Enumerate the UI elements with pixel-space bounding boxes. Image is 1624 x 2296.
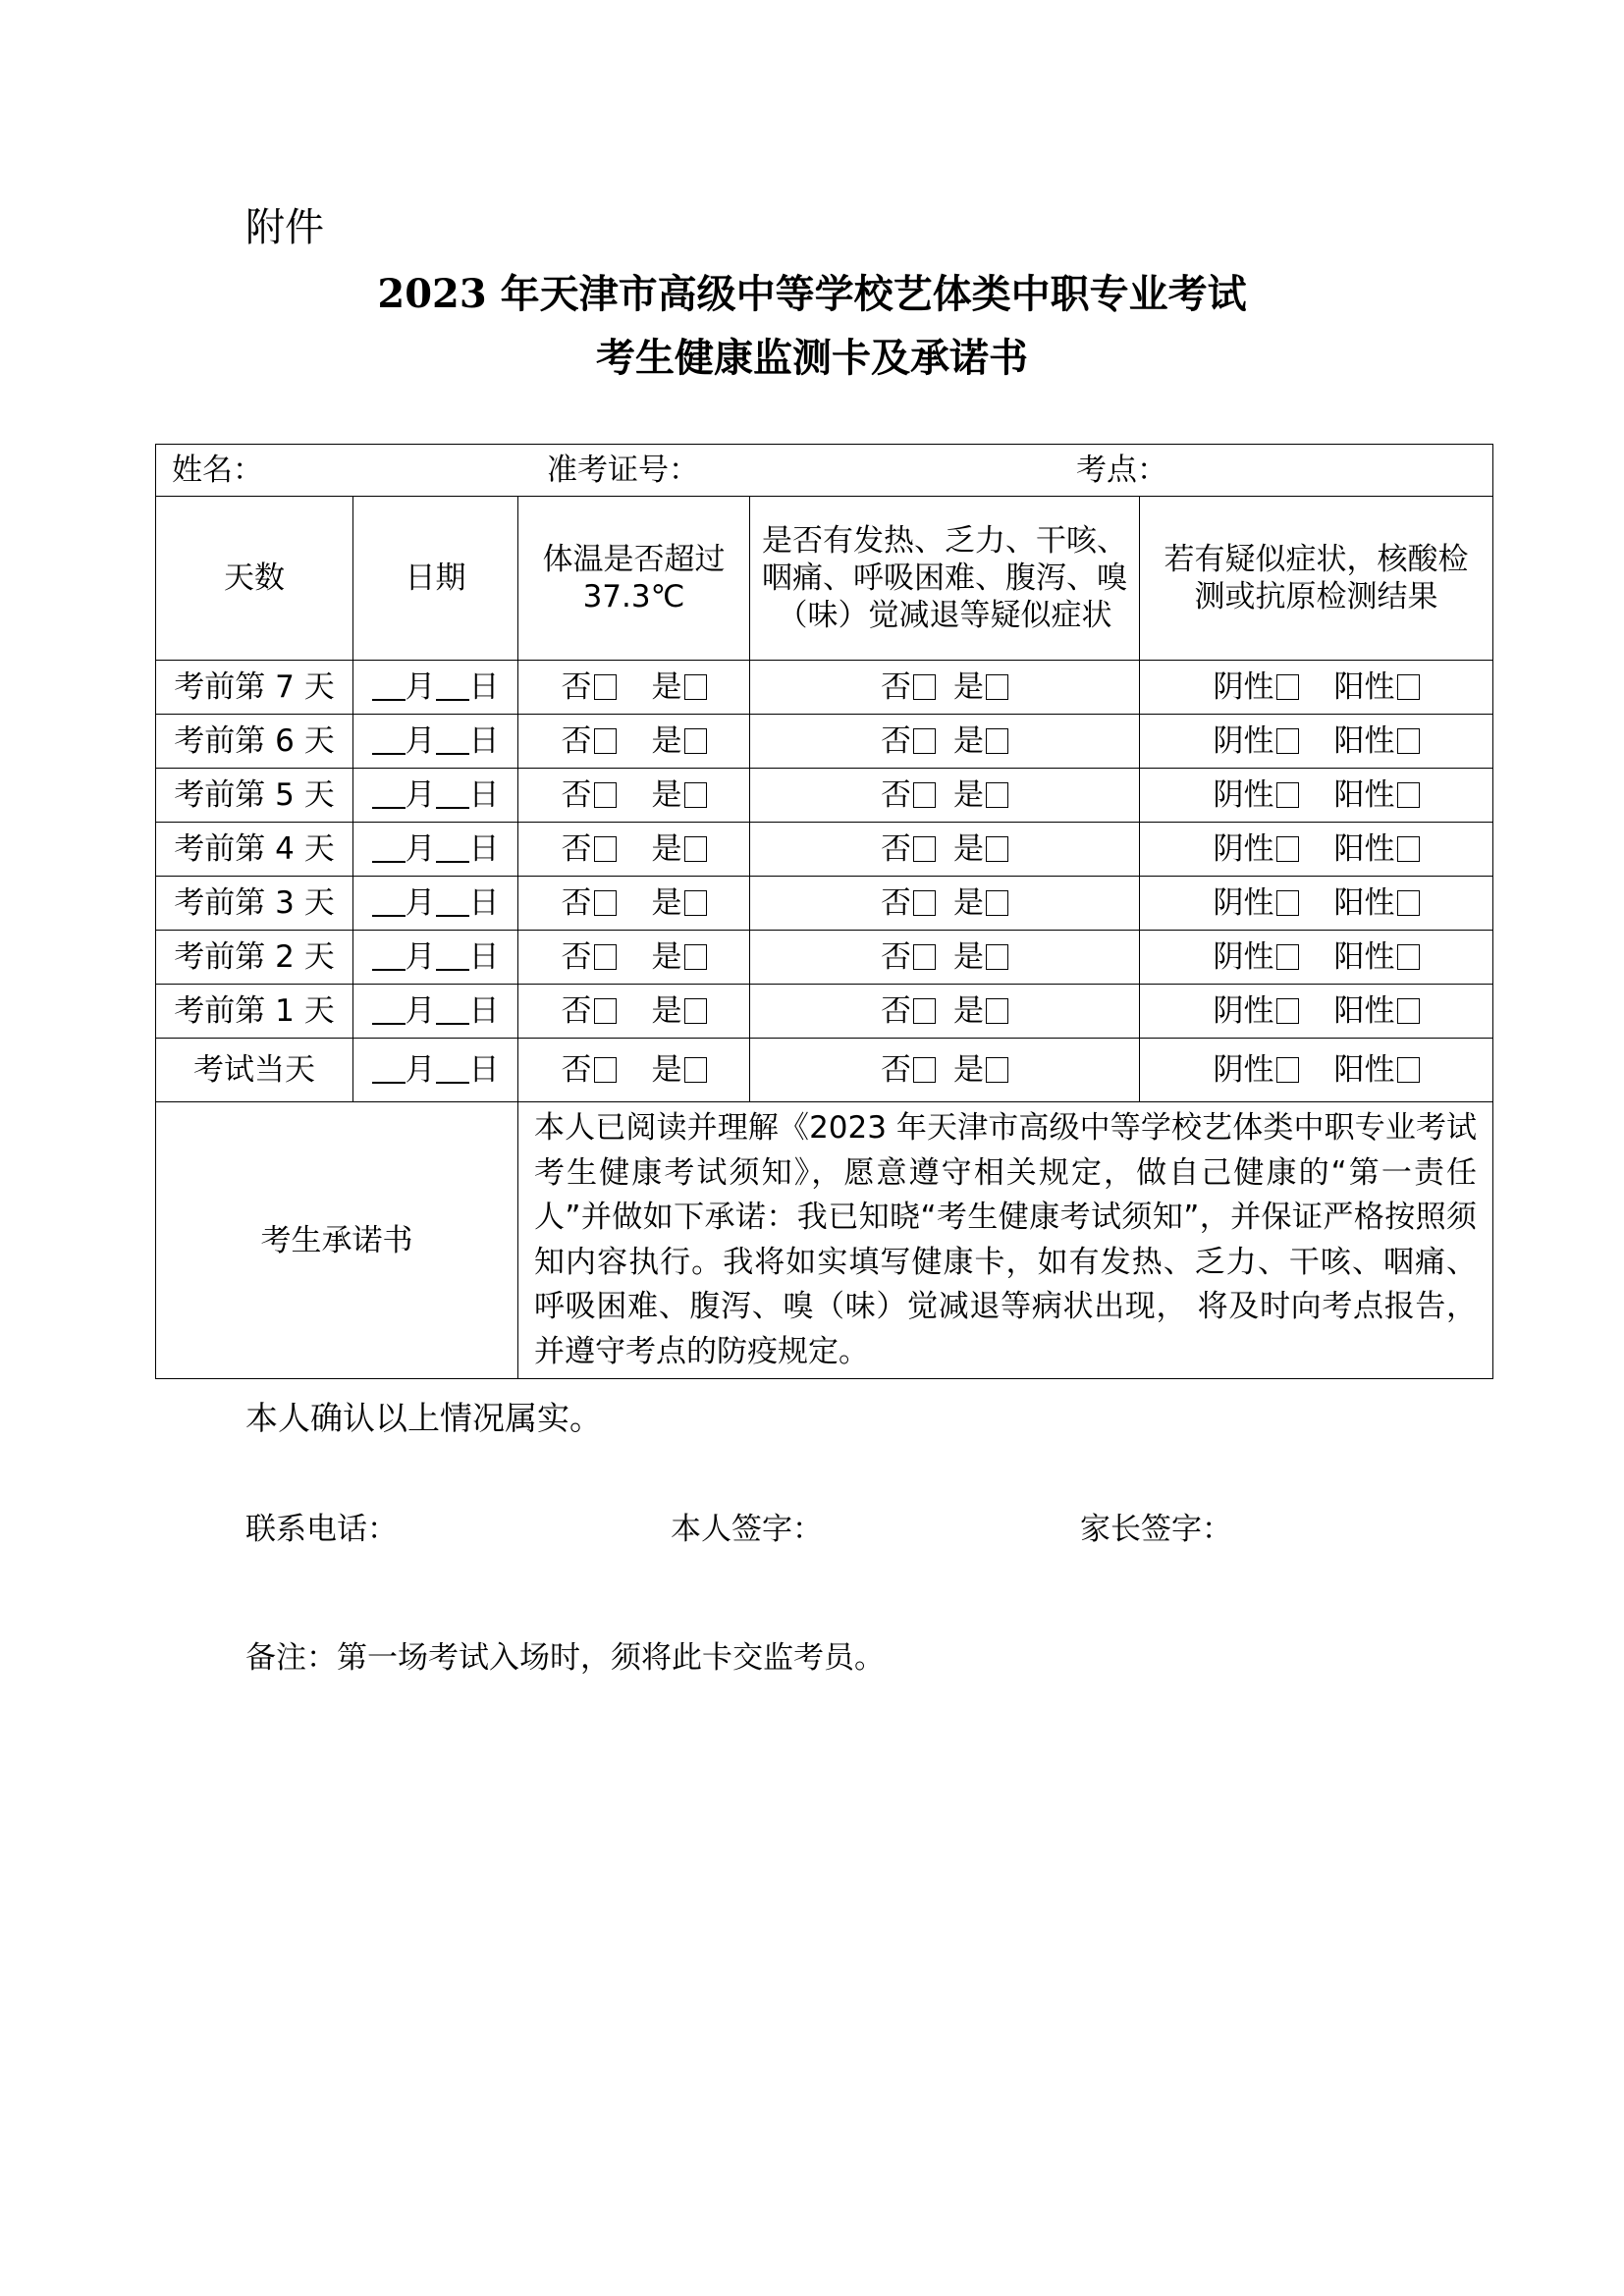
no-checkbox[interactable]: [913, 782, 936, 808]
month-blank[interactable]: [372, 941, 406, 971]
day-blank[interactable]: [436, 725, 469, 755]
test-result-cell: [1140, 715, 1493, 769]
day-label: 考前第 4 天: [156, 823, 353, 877]
yes-checkbox[interactable]: [986, 998, 1008, 1024]
yes-checkbox[interactable]: [684, 728, 707, 754]
no-label: 否: [561, 885, 592, 921]
yes-label: 是: [953, 669, 984, 705]
no-label: 否: [561, 723, 592, 759]
day-blank[interactable]: [436, 833, 469, 863]
confirm-statement: 本人确认以上情况属实。: [245, 1399, 602, 1437]
date-cell: [353, 661, 518, 715]
yes-checkbox[interactable]: [986, 836, 1008, 862]
col-header-test-result: 若有疑似症状，核酸检测或抗原检测结果: [1140, 497, 1493, 661]
col-header-date: 日期: [353, 497, 518, 661]
month-blank[interactable]: [372, 833, 406, 863]
yes-checkbox[interactable]: [684, 782, 707, 808]
day-blank[interactable]: [436, 941, 469, 971]
no-checkbox[interactable]: [913, 890, 936, 916]
yes-checkbox[interactable]: [684, 944, 707, 970]
positive-checkbox[interactable]: [1397, 1057, 1420, 1083]
no-label: 否: [881, 939, 911, 975]
symptoms-cell: [750, 877, 1140, 931]
day-blank[interactable]: [436, 779, 469, 809]
temperature-cell: [518, 823, 750, 877]
yes-label: 是: [953, 777, 984, 813]
month-label: 月: [405, 939, 436, 975]
day-unit-label: 日: [468, 1052, 500, 1088]
document-subtitle: 考生健康监测卡及承诺书: [596, 335, 1028, 381]
col-header-symptoms: 是否有发热、乏力、干咳、咽痛、呼吸困难、腹泻、嗅（味）觉减退等疑似症状: [750, 497, 1140, 661]
symptoms-cell: [750, 823, 1140, 877]
pledge-cell: [518, 1102, 1493, 1379]
col-header-temperature: 体温是否超过37.3℃: [518, 497, 750, 661]
temperature-cell: [518, 1039, 750, 1102]
day-label: 考前第 7 天: [156, 661, 353, 715]
no-label: 否: [881, 885, 911, 921]
positive-checkbox[interactable]: [1397, 836, 1420, 862]
attachment-label: 附件: [245, 205, 324, 250]
positive-label: 阳性: [1333, 939, 1395, 975]
yes-checkbox[interactable]: [986, 674, 1008, 700]
no-label: 否: [881, 777, 911, 813]
yes-checkbox[interactable]: [986, 1057, 1008, 1083]
parent-signature-label: 家长签字：: [1080, 1512, 1232, 1547]
no-label: 否: [561, 777, 592, 813]
temperature-cell: [518, 985, 750, 1039]
day-unit-label: 日: [468, 993, 500, 1029]
self-signature-label: 本人签字：: [671, 1512, 823, 1547]
negative-checkbox[interactable]: [1276, 944, 1299, 970]
yes-label: 是: [651, 993, 682, 1029]
yes-checkbox[interactable]: [986, 782, 1008, 808]
header-row: [156, 497, 1493, 661]
negative-label: 阴性: [1213, 669, 1274, 705]
month-label: 月: [405, 885, 436, 921]
yes-label: 是: [651, 723, 682, 759]
day-label: 考前第 2 天: [156, 931, 353, 985]
no-checkbox[interactable]: [913, 998, 936, 1024]
table-row: [156, 877, 1493, 931]
positive-label: 阳性: [1333, 1052, 1395, 1088]
yes-label: 是: [651, 669, 682, 705]
temperature-cell: [518, 769, 750, 823]
yes-checkbox[interactable]: [986, 890, 1008, 916]
month-blank[interactable]: [372, 671, 406, 701]
negative-checkbox[interactable]: [1276, 836, 1299, 862]
name-label: 姓名：: [172, 453, 263, 488]
yes-checkbox[interactable]: [986, 728, 1008, 754]
date-cell: [353, 715, 518, 769]
no-label: 否: [881, 723, 911, 759]
yes-label: 是: [953, 885, 984, 921]
table-row: [156, 985, 1493, 1039]
no-label: 否: [561, 669, 592, 705]
symptoms-cell: [750, 661, 1140, 715]
no-label: 否: [881, 831, 911, 867]
day-unit-label: 日: [468, 777, 500, 813]
month-blank[interactable]: [372, 1054, 406, 1084]
col-header-days: 天数: [156, 497, 353, 661]
yes-checkbox[interactable]: [684, 890, 707, 916]
symptoms-cell: [750, 931, 1140, 985]
month-blank[interactable]: [372, 995, 406, 1025]
temperature-cell: [518, 877, 750, 931]
table-row: [156, 1039, 1493, 1102]
no-checkbox[interactable]: [913, 674, 936, 700]
no-label: 否: [561, 993, 592, 1029]
day-label: 考前第 5 天: [156, 769, 353, 823]
month-label: 月: [405, 993, 436, 1029]
day-blank[interactable]: [436, 1054, 469, 1084]
ticket-number-label: 准考证号：: [547, 453, 699, 488]
yes-label: 是: [953, 723, 984, 759]
month-blank[interactable]: [372, 887, 406, 917]
day-unit-label: 日: [468, 885, 500, 921]
negative-label: 阴性: [1213, 723, 1274, 759]
month-label: 月: [405, 723, 436, 759]
day-rows: [156, 661, 1493, 1102]
temperature-cell: [518, 661, 750, 715]
negative-label: 阴性: [1213, 777, 1274, 813]
table-row: [156, 931, 1493, 985]
positive-label: 阳性: [1333, 831, 1395, 867]
positive-checkbox[interactable]: [1397, 728, 1420, 754]
no-label: 否: [561, 939, 592, 975]
yes-label: 是: [651, 1052, 682, 1088]
negative-checkbox[interactable]: [1276, 1057, 1299, 1083]
yes-label: 是: [651, 939, 682, 975]
temperature-cell: [518, 931, 750, 985]
pledge-label: 考生承诺书: [156, 1102, 518, 1379]
day-blank[interactable]: [436, 995, 469, 1025]
no-checkbox[interactable]: [913, 944, 936, 970]
month-label: 月: [405, 669, 436, 705]
yes-label: 是: [953, 993, 984, 1029]
yes-checkbox[interactable]: [684, 674, 707, 700]
no-checkbox[interactable]: [594, 836, 617, 862]
symptoms-cell: [750, 715, 1140, 769]
pledge-text: 本人已阅读并理解《2023 年天津市高级中等学校艺体类中职专业考试考生健康考试须知》，愿意遵守相关规定，做自己健康的“第一责任人”并做如下承诺：我已知晓“考生健康考试须知”，并保证严格按照须知内容执行。我将如实填写健康卡，如有发热、乏力、干咳、咽痛、呼吸困难、腹泻、嗅（味）觉减退等病状出现， 将及时向考点报告，并遵守考点的防疫规定。: [534, 1110, 1478, 1369]
remark-note: 备注：第一场考试入场时，须将此卡交监考员。: [245, 1640, 885, 1676]
no-label: 否: [881, 1052, 911, 1088]
day-label: 考试当天: [156, 1039, 353, 1102]
test-result-cell: [1140, 985, 1493, 1039]
negative-label: 阴性: [1213, 993, 1274, 1029]
negative-label: 阴性: [1213, 939, 1274, 975]
pledge-row: [156, 1102, 1493, 1379]
negative-label: 阴性: [1213, 885, 1274, 921]
test-result-cell: [1140, 823, 1493, 877]
positive-checkbox[interactable]: [1397, 890, 1420, 916]
health-monitoring-table: [155, 444, 1493, 1379]
positive-label: 阳性: [1333, 777, 1395, 813]
negative-checkbox[interactable]: [1276, 890, 1299, 916]
table-row: [156, 823, 1493, 877]
no-checkbox[interactable]: [594, 674, 617, 700]
positive-label: 阳性: [1333, 993, 1395, 1029]
no-checkbox[interactable]: [594, 728, 617, 754]
positive-label: 阳性: [1333, 885, 1395, 921]
info-cell: [156, 445, 1493, 497]
exam-site-label: 考点：: [1076, 453, 1167, 488]
test-result-cell: [1140, 769, 1493, 823]
month-label: 月: [405, 1052, 436, 1088]
positive-checkbox[interactable]: [1397, 944, 1420, 970]
info-row: [156, 445, 1493, 497]
yes-label: 是: [953, 939, 984, 975]
day-unit-label: 日: [468, 669, 500, 705]
yes-label: 是: [953, 1052, 984, 1088]
negative-checkbox[interactable]: [1276, 782, 1299, 808]
day-label: 考前第 1 天: [156, 985, 353, 1039]
positive-checkbox[interactable]: [1397, 998, 1420, 1024]
month-blank[interactable]: [372, 779, 406, 809]
no-checkbox[interactable]: [594, 782, 617, 808]
phone-label: 联系电话：: [245, 1512, 398, 1547]
day-label: 考前第 6 天: [156, 715, 353, 769]
negative-label: 阴性: [1213, 831, 1274, 867]
date-cell: [353, 877, 518, 931]
positive-checkbox[interactable]: [1397, 674, 1420, 700]
no-checkbox[interactable]: [594, 1057, 617, 1083]
day-blank[interactable]: [436, 887, 469, 917]
date-cell: [353, 823, 518, 877]
table-row: [156, 769, 1493, 823]
test-result-cell: [1140, 661, 1493, 715]
no-checkbox[interactable]: [913, 728, 936, 754]
yes-label: 是: [651, 777, 682, 813]
table-row: [156, 715, 1493, 769]
no-label: 否: [561, 831, 592, 867]
test-result-cell: [1140, 877, 1493, 931]
day-label: 考前第 3 天: [156, 877, 353, 931]
yes-label: 是: [651, 885, 682, 921]
no-label: 否: [561, 1052, 592, 1088]
yes-checkbox[interactable]: [986, 944, 1008, 970]
negative-checkbox[interactable]: [1276, 998, 1299, 1024]
date-cell: [353, 931, 518, 985]
negative-label: 阴性: [1213, 1052, 1274, 1088]
month-label: 月: [405, 777, 436, 813]
yes-checkbox[interactable]: [684, 1057, 707, 1083]
no-label: 否: [881, 669, 911, 705]
negative-checkbox[interactable]: [1276, 674, 1299, 700]
no-checkbox[interactable]: [594, 998, 617, 1024]
day-blank[interactable]: [436, 671, 469, 701]
symptoms-cell: [750, 985, 1140, 1039]
month-blank[interactable]: [372, 725, 406, 755]
no-checkbox[interactable]: [913, 836, 936, 862]
test-result-cell: [1140, 1039, 1493, 1102]
no-checkbox[interactable]: [594, 890, 617, 916]
yes-label: 是: [651, 831, 682, 867]
no-label: 否: [881, 993, 911, 1029]
negative-checkbox[interactable]: [1276, 728, 1299, 754]
day-unit-label: 日: [468, 723, 500, 759]
test-result-cell: [1140, 931, 1493, 985]
positive-label: 阳性: [1333, 723, 1395, 759]
temperature-cell: [518, 715, 750, 769]
month-label: 月: [405, 831, 436, 867]
day-unit-label: 日: [468, 831, 500, 867]
date-cell: [353, 769, 518, 823]
day-unit-label: 日: [468, 939, 500, 975]
yes-label: 是: [953, 831, 984, 867]
symptoms-cell: [750, 769, 1140, 823]
date-cell: [353, 985, 518, 1039]
date-cell: [353, 1039, 518, 1102]
document-title: 2023 年天津市高级中等学校艺体类中职专业考试: [377, 271, 1247, 317]
no-checkbox[interactable]: [594, 944, 617, 970]
no-checkbox[interactable]: [913, 1057, 936, 1083]
symptoms-cell: [750, 1039, 1140, 1102]
positive-label: 阳性: [1333, 669, 1395, 705]
yes-checkbox[interactable]: [684, 998, 707, 1024]
table-row: [156, 661, 1493, 715]
positive-checkbox[interactable]: [1397, 782, 1420, 808]
yes-checkbox[interactable]: [684, 836, 707, 862]
